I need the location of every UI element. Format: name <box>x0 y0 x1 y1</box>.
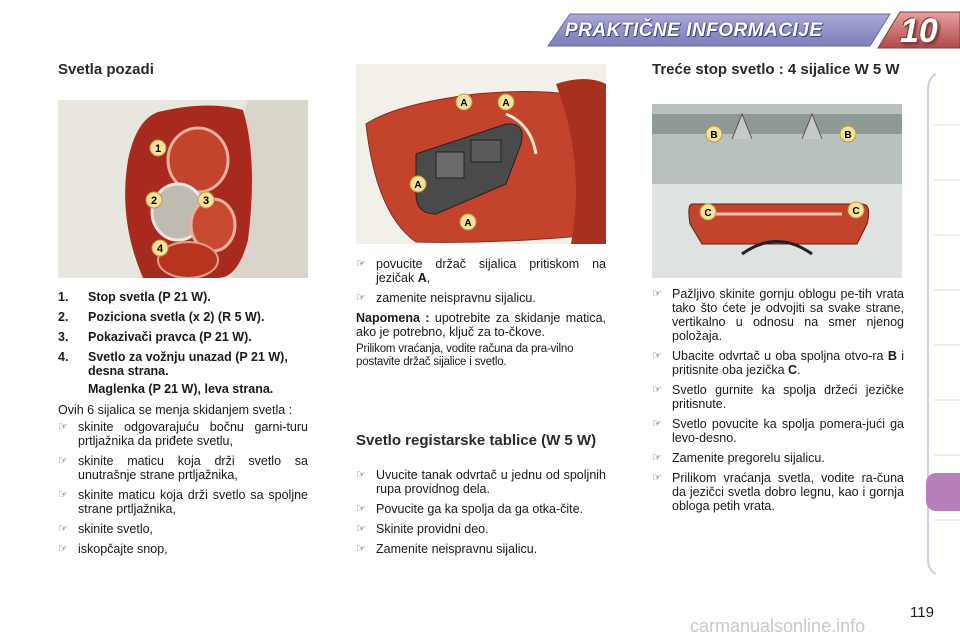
callout-c: C <box>704 208 712 219</box>
list-item: ☞ Skinite providni deo. <box>356 522 489 536</box>
callout-a: A <box>460 98 468 109</box>
list-item: ☞ Ubacite odvrtač u oba spoljna otvo-ra B i pritisnite oba jezička C. <box>652 349 904 377</box>
pointing-hand-icon: ☞ <box>58 489 68 501</box>
pointing-hand-icon: ☞ <box>652 288 662 300</box>
third-stop-light-illustration <box>652 104 902 278</box>
heading-rear-lights: Svetla pozadi <box>58 61 154 78</box>
pointing-hand-icon: ☞ <box>652 472 662 484</box>
bulb-item: 4. Svetlo za vožnju unazad (P 21 W), desna strana. <box>58 350 288 378</box>
callout-a: A <box>414 180 422 191</box>
callout-c: C <box>852 206 860 217</box>
bulb-item-fog: Maglenka (P 21 W), leva strana. <box>88 382 274 396</box>
list-item: ☞ Svetlo povucite ka spolja pomera-jući ga levo-desno. <box>652 417 904 445</box>
list-item: ☞ Povucite ga ka spolja da ga otka-čite. <box>356 502 584 516</box>
list-item: ☞ povucite držač sijalica pritiskom na jezičak A, <box>356 257 606 285</box>
pointing-hand-icon: ☞ <box>356 523 366 535</box>
pointing-hand-icon: ☞ <box>58 543 68 555</box>
pointing-hand-icon: ☞ <box>58 455 68 467</box>
rear-light-illustration <box>58 100 308 278</box>
callout-2: 2 <box>150 195 158 207</box>
list-item: ☞ Uvucite tanak odvrtač u jednu od spoljnih rupa providnog dela. <box>356 468 606 496</box>
list-item: ☞ skinite odgovarajuću bočnu garni-turu prtljažnika da priđete svetlu, <box>58 420 308 448</box>
chapter-number: 10 <box>900 12 938 50</box>
bulb-item: 3. Pokazivači pravca (P 21 W). <box>58 330 252 344</box>
list-item: ☞ zamenite neispravnu sijalicu. <box>356 291 536 305</box>
reassembly-note: Prilikom vraćanja, vodite računa da pra-vilno postavite držač sijalice i svetlo. <box>356 343 574 368</box>
heading-third-stop: Treće stop svetlo : 4 sijalice W 5 W <box>652 61 900 78</box>
bulb-holder-illustration <box>356 64 606 244</box>
callout-a: A <box>464 218 472 229</box>
third-stop-steps <box>652 287 904 519</box>
callout-3: 3 <box>202 195 210 207</box>
pointing-hand-icon: ☞ <box>58 421 68 433</box>
note: Napomena : upotrebite za skidanje matica, ako je potrebno, ključ za to-čkove. <box>356 311 606 339</box>
list-item: ☞ skinite svetlo, <box>58 522 154 536</box>
watermark: carmanualsonline.info <box>690 616 866 636</box>
bulb-item: 1. Stop svetla (P 21 W). <box>58 290 211 304</box>
pointing-hand-icon: ☞ <box>356 292 366 304</box>
list-item: ☞ skinite maticu koja drži svetlo sa unutrašnje strane prtljažnika, <box>58 454 308 482</box>
bulb-list <box>58 290 310 402</box>
pointing-hand-icon: ☞ <box>356 258 366 270</box>
pointing-hand-icon: ☞ <box>356 543 366 555</box>
bulb-item: 2. Poziciona svetla (x 2) (R 5 W). <box>58 310 265 324</box>
list-item: ☞ Pažljivo skinite gornju oblogu pe-tih vrata tako što ćete je odvojiti sa svake strane, vertikalno u odnosu na smer njenog položaja. <box>652 287 904 343</box>
pointing-hand-icon: ☞ <box>652 350 662 362</box>
chapter-tab-active[interactable] <box>926 473 960 511</box>
list-item: ☞ skinite maticu koja drži svetlo sa spoljne strane prtljažnika, <box>58 488 308 516</box>
list-item: ☞ Zamenite neispravnu sijalicu. <box>356 542 538 556</box>
pointing-hand-icon: ☞ <box>58 523 68 535</box>
list-item: ☞ Svetlo gurnite ka spolja držeći jezičke pritisnute. <box>652 383 904 411</box>
callout-4: 4 <box>156 243 164 255</box>
pointing-hand-icon: ☞ <box>652 452 662 464</box>
plate-steps <box>356 468 606 562</box>
list-item: ☞ Prilikom vraćanja svetla, vodite ra-čuna da jezičci svetla dobro legnu, kao i gornja obloga petih vrata. <box>652 471 904 513</box>
pointing-hand-icon: ☞ <box>356 503 366 515</box>
pointing-hand-icon: ☞ <box>652 384 662 396</box>
list-item: ☞ Zamenite pregorelu sijalicu. <box>652 451 825 465</box>
pointing-hand-icon: ☞ <box>652 418 662 430</box>
heading-plate-light: Svetlo registarske tablice (W 5 W) <box>356 432 597 449</box>
holder-steps <box>356 257 606 369</box>
callout-b: B <box>844 130 852 141</box>
list-item: ☞ iskopčajte snop, <box>58 542 168 556</box>
page-number: 119 <box>910 604 934 621</box>
intro-text: Ovih 6 sijalica se menja skidanjem svetla : <box>58 403 293 417</box>
callout-a: A <box>502 98 510 109</box>
callout-b: B <box>710 130 718 141</box>
page-title: PRAKTIČNE INFORMACIJE <box>565 20 823 41</box>
pointing-hand-icon: ☞ <box>356 469 366 481</box>
removal-steps <box>58 403 308 562</box>
callout-1: 1 <box>154 143 162 155</box>
